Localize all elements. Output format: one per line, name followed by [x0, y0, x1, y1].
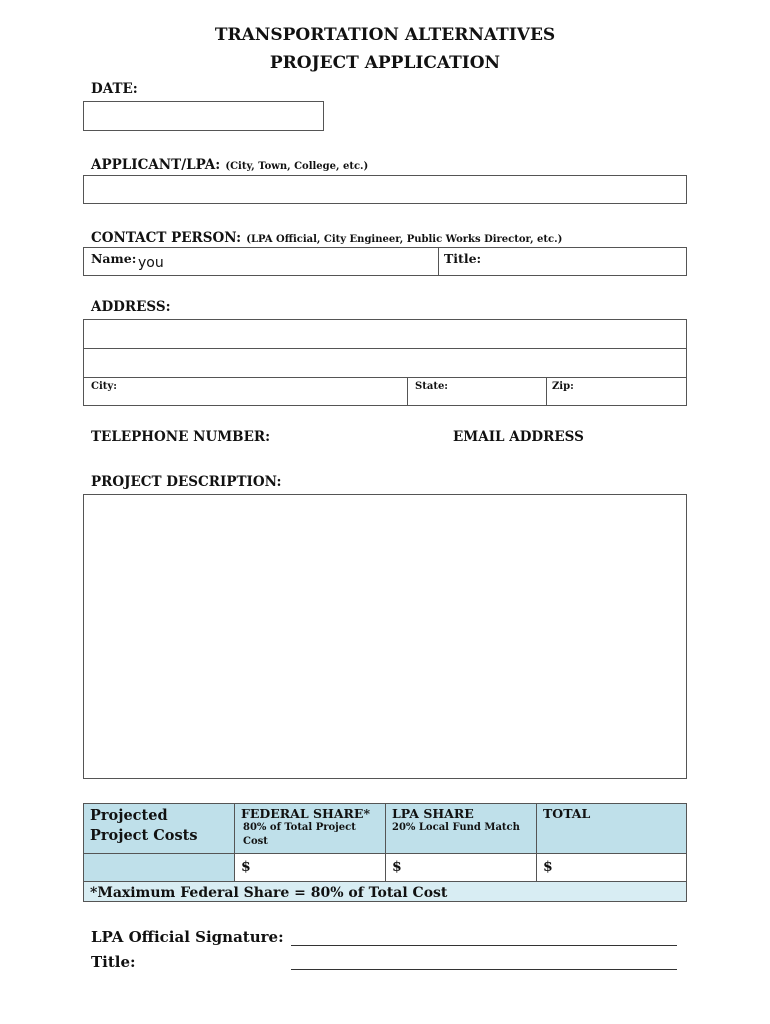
- applicant-label-group: [91, 154, 368, 173]
- form-title-line1: TRANSPORTATION ALTERNATIVES: [214, 25, 556, 45]
- address-line2-field[interactable]: [84, 349, 686, 377]
- form-title-line2: PROJECT APPLICATION: [269, 53, 501, 73]
- contact-title-label: Title:: [444, 251, 482, 266]
- costs-row-label-cell: [84, 804, 235, 854]
- zip-label: Zip:: [552, 381, 574, 392]
- federal-sub: 80% of Total Project Cost: [243, 822, 356, 847]
- lpa-header-cell: [386, 804, 537, 854]
- costs-row-label: Projected Project Costs: [90, 807, 198, 844]
- address-line1-field[interactable]: [84, 320, 686, 348]
- costs-table: [83, 803, 687, 902]
- state-label: State:: [415, 381, 448, 392]
- federal-currency: $: [241, 859, 251, 875]
- costs-row-label-continued: [84, 854, 235, 882]
- contact-row: [83, 247, 687, 276]
- email-label: EMAIL ADDRESS: [453, 429, 584, 445]
- address-label: ADDRESS:: [91, 299, 171, 315]
- costs-value-row: [84, 854, 687, 882]
- lpa-value-field[interactable]: [386, 854, 537, 882]
- total-value-field[interactable]: [537, 854, 687, 882]
- applicant-label: APPLICANT/LPA:: [91, 157, 221, 173]
- address-box: [83, 319, 687, 406]
- description-field[interactable]: [83, 494, 687, 779]
- signature-title-line[interactable]: [291, 969, 677, 970]
- telephone-label: TELEPHONE NUMBER:: [91, 429, 271, 445]
- costs-footnote: *Maximum Federal Share = 80% of Total Cost: [90, 885, 448, 901]
- signature-line[interactable]: [291, 945, 677, 946]
- costs-header-row: [84, 804, 687, 854]
- date-label: DATE:: [91, 81, 138, 97]
- lpa-currency: $: [392, 859, 402, 875]
- lpa-header: LPA SHARE: [392, 806, 474, 821]
- federal-value-field[interactable]: [235, 854, 386, 882]
- total-currency: $: [543, 859, 553, 875]
- signature-label: LPA Official Signature:: [91, 928, 284, 946]
- contact-name-field[interactable]: you: [138, 255, 164, 271]
- lpa-sub: 20% Local Fund Match: [392, 822, 520, 833]
- applicant-hint: (City, Town, College, etc.): [225, 161, 369, 172]
- city-label: City:: [91, 381, 117, 392]
- contact-title-field[interactable]: [484, 250, 679, 273]
- date-field[interactable]: [83, 101, 324, 131]
- description-label: PROJECT DESCRIPTION:: [91, 474, 282, 490]
- contact-label-group: [91, 227, 562, 246]
- costs-footnote-cell: [84, 882, 687, 902]
- total-header: TOTAL: [543, 806, 591, 821]
- costs-footnote-row: [84, 882, 687, 902]
- signature-title-label: Title:: [91, 953, 136, 971]
- contact-label: CONTACT PERSON:: [91, 230, 242, 246]
- contact-hint: (LPA Official, City Engineer, Public Works Director, etc.): [246, 234, 563, 245]
- total-header-cell: [537, 804, 687, 854]
- applicant-field[interactable]: [83, 175, 687, 204]
- federal-header: FEDERAL SHARE*: [241, 806, 370, 821]
- contact-name-label: Name:: [91, 251, 137, 266]
- federal-header-cell: [235, 804, 386, 854]
